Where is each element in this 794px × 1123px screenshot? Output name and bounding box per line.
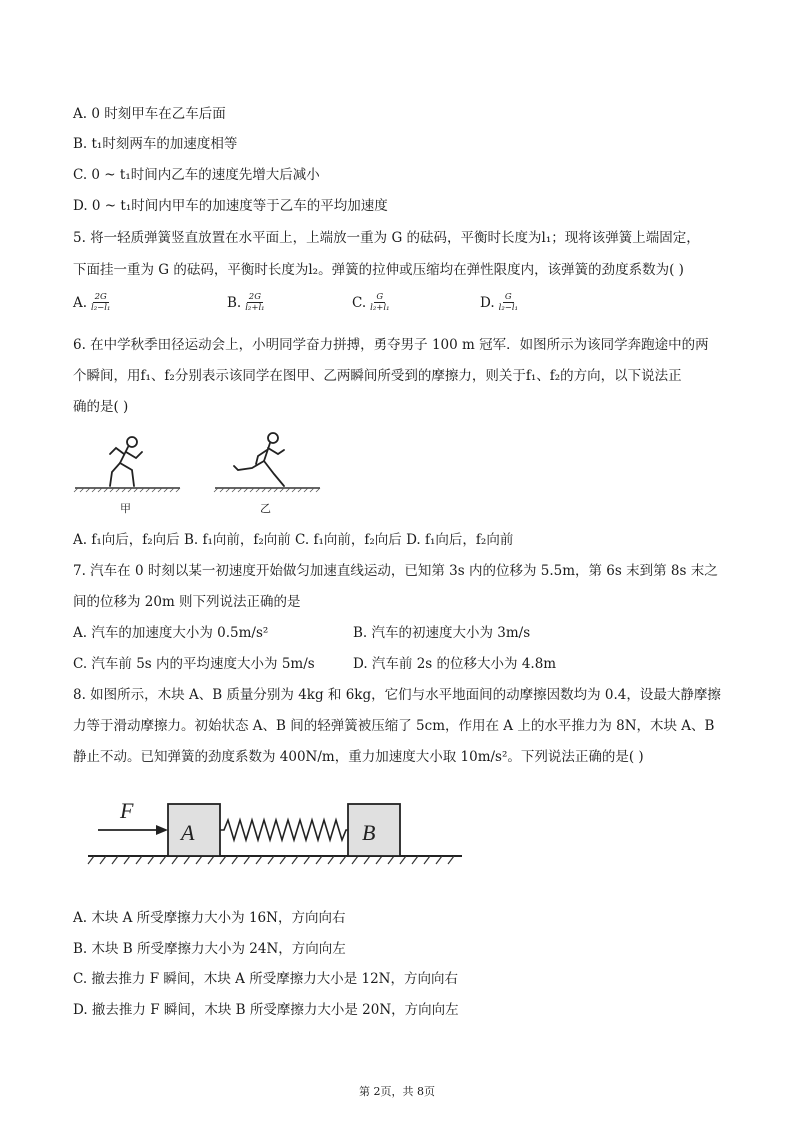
fig-label-yi: 乙 xyxy=(260,502,271,515)
q5-stem-line1: 5. 将一轻质弹簧竖直放置在水平面上，上端放一重为 G 的砝码，平衡时长度为l₁；现将该弹簧上端固定， xyxy=(73,230,700,246)
q4-option-c: C. 0 ~ t₁时间内乙车的速度先增大后减小 xyxy=(73,167,320,183)
q8-stem-line1: 8. 如图所示，木块 A、B 质量分别为 4kg 和 6kg，它们与水平地面间的动摩擦因数均为 0.4，设最大静摩擦 xyxy=(73,687,721,703)
q5-stem-line2: 下面挂一重为 G 的砝码，平衡时长度为l₂。弹簧的拉伸或压缩均在弹性限度内，该弹簧的劲度系数为( ) xyxy=(73,262,684,278)
force-label: F xyxy=(120,798,134,823)
q8-option-a: A. 木块 A 所受摩擦力大小为 16N，方向向右 xyxy=(73,910,346,926)
q5-option-b: B. $\frac{2G}{\text{l₂+l₁}}$ xyxy=(227,292,265,313)
q7-stem-line1: 7. 汽车在 0 时刻以某一初速度开始做匀加速直线运动，已知第 3s 内的位移为 5.5m，第 6s 末到第 8s 末之 xyxy=(73,563,718,579)
block-a-label: A xyxy=(181,820,195,845)
q8-option-c: C. 撤去推力 F 瞬间，木块 A 所受摩擦力大小是 12N，方向向右 xyxy=(73,971,458,987)
page-footer: 第 2页，共 8页 xyxy=(359,1085,435,1098)
q4-option-d: D. 0 ~ t₁时间内甲车的加速度等于乙车的平均加速度 xyxy=(73,198,388,214)
ground-left xyxy=(74,488,180,492)
ground-right xyxy=(214,488,320,492)
force-arrow xyxy=(98,825,168,835)
fig-label-jia: 甲 xyxy=(120,502,131,515)
runner-left xyxy=(110,437,142,486)
q6-stem-line1: 6. 在中学秋季田径运动会上，小明同学奋力拼搏，勇夺男子 100 m 冠军．如图所示为该同学奔跑途中的两 xyxy=(73,337,709,353)
q7-option-d: D. 汽车前 2s 的位移大小为 4.8m xyxy=(353,656,557,672)
q6-stem-line2: 个瞬间，用f₁、f₂分别表示该同学在图甲、乙两瞬间所受到的摩擦力，则关于f₁、f₂的方向，以下说法正 xyxy=(73,368,682,384)
q6-options: A. f₁向后，f₂向后 B. f₁向前，f₂向前 C. f₁向前，f₂向后 D. f₁向后，f₂向前 xyxy=(73,532,514,548)
q5-option-c: C. $\frac{G}{\text{l₂+l₁}}$ xyxy=(352,292,390,313)
q6-stem-line3: 确的是( ) xyxy=(73,399,129,415)
q4-option-a: A. 0 时刻甲车在乙车后面 xyxy=(73,106,226,122)
q8-option-b: B. 木块 B 所受摩擦力大小为 24N，方向向左 xyxy=(73,941,346,957)
q8-stem-line3: 静止不动。已知弹簧的劲度系数为 400N/m，重力加速度大小取 10m/s²。下列说法正确的是( ) xyxy=(73,749,644,765)
q7-option-a: A. 汽车的加速度大小为 0.5m/s² xyxy=(73,625,269,641)
block-b-label: B xyxy=(362,820,376,845)
q7-stem-line2: 间的位移为 20m 则下列说法正确的是 xyxy=(73,594,301,610)
q7-option-c: C. 汽车前 5s 内的平均速度大小为 5m/s xyxy=(73,656,315,672)
q8-stem-line2: 力等于滑动摩擦力。初始状态 A、B 间的轻弹簧被压缩了 5cm，作用在 A 上的水平推力为 8N，木块 A、B xyxy=(73,718,715,734)
q4-option-b: B. t₁时刻两车的加速度相等 xyxy=(73,136,238,152)
spring xyxy=(220,820,348,840)
q7-option-b: B. 汽车的初速度大小为 3m/s xyxy=(353,625,531,641)
q8-option-d: D. 撤去推力 F 瞬间，木块 B 所受摩擦力大小是 20N，方向向左 xyxy=(73,1002,459,1018)
q5-option-a: A. $\frac{2G}{\text{l₂−l₁}}$ xyxy=(73,292,111,313)
q5-option-d: D. $\frac{G}{\text{l₂−l₁}}$ xyxy=(480,292,519,313)
ground-hatch xyxy=(88,856,454,864)
runner-right xyxy=(234,433,284,486)
runner-figure xyxy=(70,428,330,518)
blocks-spring-figure xyxy=(80,790,470,870)
